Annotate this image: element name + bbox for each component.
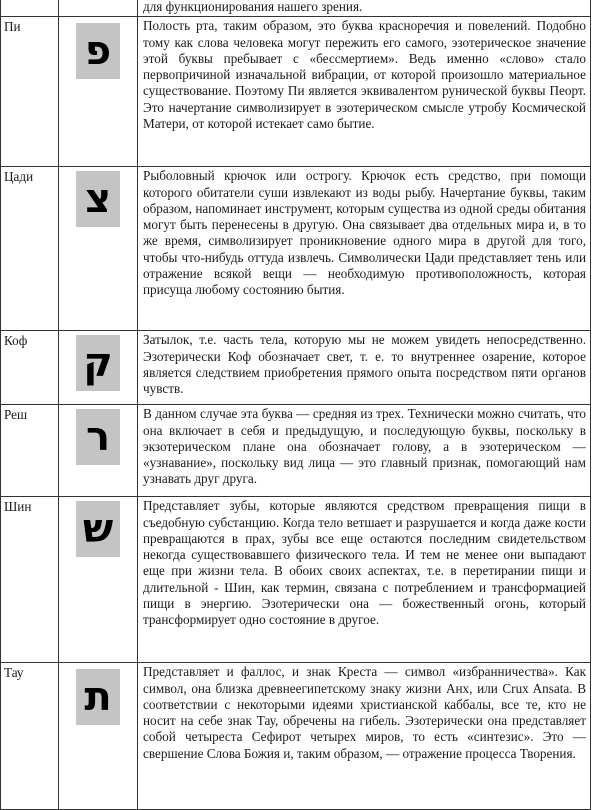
name-cell-empty [1, 0, 59, 17]
table-row-tav [1, 663, 591, 810]
table-row-fragment [1, 0, 591, 17]
hebrew-letter-shin-icon: ש [76, 501, 120, 557]
letter-name: Тау [1, 663, 59, 810]
glyph-cell [59, 663, 138, 810]
letter-name: Реш [1, 405, 59, 497]
table-row-tsadi [1, 167, 591, 331]
letter-description: В данном случае эта буква — средняя из трех. Технически можно считать, что она включает в себя и предыдущую, и последующую буквы, поскольку в экзотерическом плане она обозначает голову, а в эзотерическом — «узнавание», поскольку вид лица — это главный признак, помогающий нам узнавать друг друга. [138, 405, 591, 497]
letter-description: Полость рта, таким образом, это буква красноречия и повелений. Подобно тому как слова человека могут пережить его самого, эзотерическое значение этой буквы пребывает с «бессмертием». Ведь именно «слово» стало первопричиной изначальной вибрации, от которой произошло материальное существование. Поэтому Пи является эквивалентом рунической буквы Пеорт. Это начертание символизирует в эзотерическом смысле утробу Космической Матери, от которой истекает само бытие. [138, 17, 591, 167]
letter-name: Коф [1, 331, 59, 405]
table-row-shin [1, 497, 591, 663]
table-row-pi [1, 17, 591, 167]
letter-name: Цади [1, 167, 59, 331]
table-row-resh [1, 405, 591, 497]
glyph-cell [59, 405, 138, 497]
letter-description: Затылок, т.е. часть тела, которую мы не можем увидеть непосредственно. Эзотерически Коф обозначает свет, т. е. то внутреннее озарение, которое является следствием приобретения прямого опыта посредством пяти органов чувств. [138, 331, 591, 405]
glyph-cell [59, 497, 138, 663]
letter-description: Рыболовный крючок или острогу. Крючок есть средство, при помощи которого обитатели суши извлекают из воды рыбу. Начертание буквы, таким образом, напоминает инструмент, которым существа из одной среды обитания могут быть перенесены в другую. Она связывает два отдельных мира и, в то же время, символизирует проникновение одного мира в другой для того, чтобы что-нибудь оттуда извлечь. Символически Цади представляет тень или отражение всякой вещи — необходимую противоположность, которая присуща любому состоянию бытия. [138, 167, 591, 331]
letter-name: Пи [1, 17, 59, 167]
hebrew-letter-resh-icon: ר [76, 409, 120, 465]
letter-description: Представляет и фаллос, и знак Креста — символ «избранничества». Как символ, она близка древнеегипетскому знаку жизни Анх, или Crux Ansata. В соответствии с некоторыми идеями христианской каббалы, все те, кто не носит на себе знак Тау, обречены на гибель. Эзотерически она представляет собой четыреста Сефирот четырех миров, то есть «синтезис». Это — свершение Слова Божия и, таким образом, — отражение процесса Творения. [138, 663, 591, 810]
hebrew-letter-tav-icon: ת [76, 669, 120, 725]
glyph-cell [59, 331, 138, 405]
hebrew-letter-tsadi-icon: צ [76, 171, 120, 227]
glyph-cell [59, 167, 138, 331]
letter-name: Шин [1, 497, 59, 663]
hebrew-letter-qof-icon: ק [76, 335, 120, 391]
letter-description: Представляет зубы, которые являются средством превращения пищи в съедобную субстанцию. Когда тело ветшает и разрушается и когда даже кости превращаются в прах, зубы все еще остаются последним свидетельством некогда существовавшего физического тела. И тем не менее они выпадают еще при жизни тела. В обоих своих аспектах, т.е. в перетирании пищи и длительной - Шин, как термин, связана с потреблением и трансформацией пищи в энергию. Эзотерически она — божественный огонь, который трансформирует одно состояние в другое. [138, 497, 591, 663]
glyph-cell-empty [59, 0, 138, 17]
table-row-qof [1, 331, 591, 405]
description-fragment: для функционирования нашего зрения. [138, 0, 591, 17]
hebrew-letter-pe-icon: פ [76, 23, 120, 79]
glyph-cell [59, 17, 138, 167]
